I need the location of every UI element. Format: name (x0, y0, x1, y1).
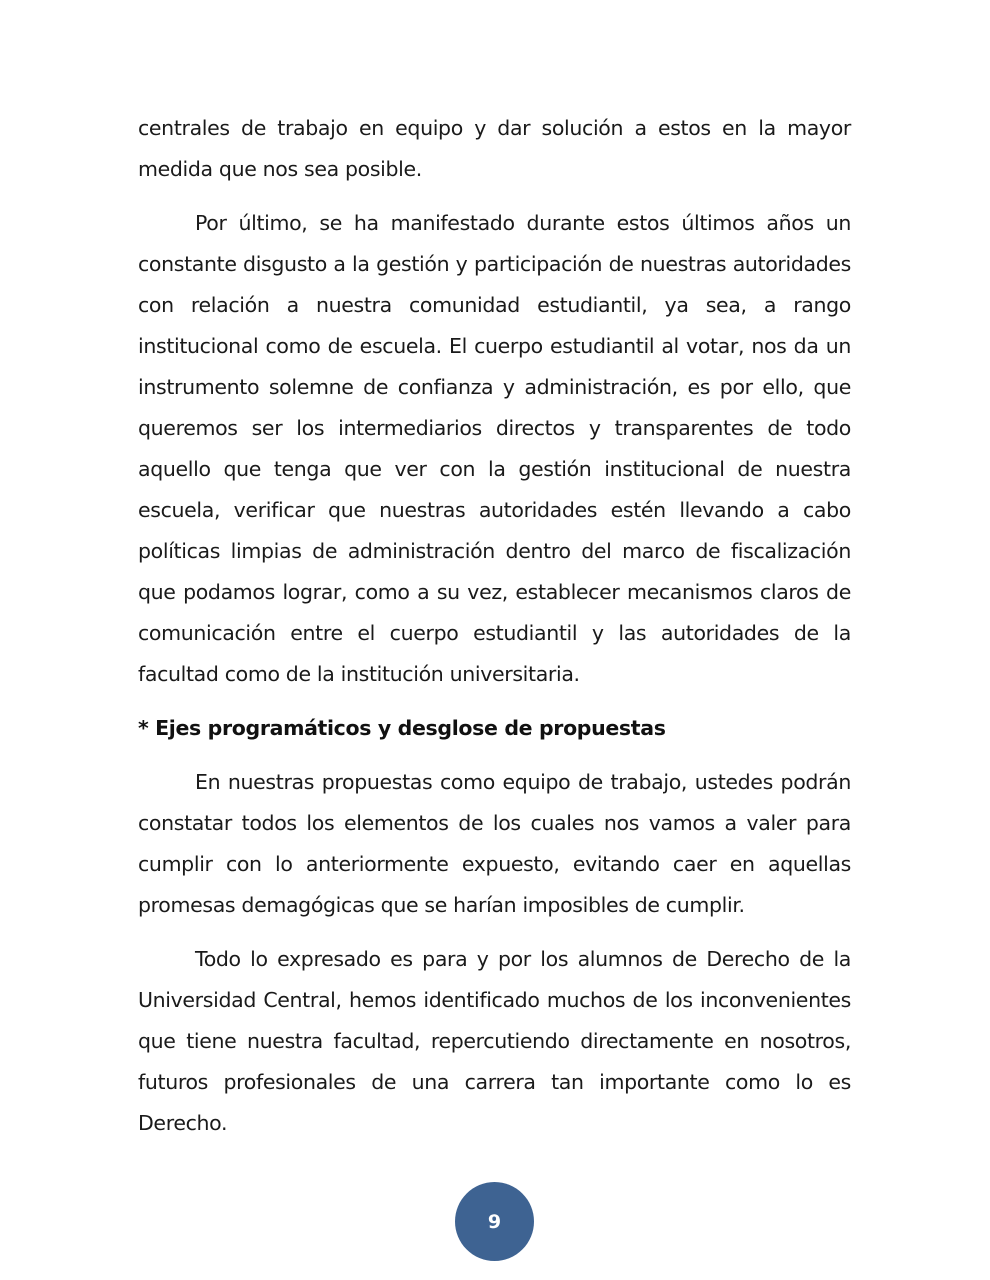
paragraph-proposals: En nuestras propuestas como equipo de trabajo, ustedes podrán constatar todos los elementos de los cuales nos vamos a valer para cumplir con lo anteriormente expuesto, evitando caer en aquellas promesas demagógicas que se harían imposibles de cumplir. (138, 770, 851, 917)
paragraph-continuation: centrales de trabajo en equipo y dar solución a estos en la mayor medida que nos sea posible. (138, 116, 851, 181)
page-number: 9 (487, 1210, 502, 1233)
paragraph-students: Todo lo expresado es para y por los alumnos de Derecho de la Universidad Central, hemos identificado muchos de los inconvenientes que tiene nuestra facultad, repercutiendo directamente en nosotros, futuros profesionales de una carrera tan importante como lo es Derecho. (138, 947, 851, 1135)
paragraph-authorities: Por último, se ha manifestado durante estos últimos años un constante disgusto a la gestión y participación de nuestras autoridades con relación a nuestra comunidad estudiantil, ya sea, a rango institucional como de escuela. El cuerpo estudiantil al votar, nos da un instrumento solemne de confianza y administración, es por ello, que queremos ser los intermediarios directos y transparentes de todo aquello que tenga que ver con la gestión institucional de nuestra escuela, verificar que nuestras autoridades estén llevando a cabo políticas limpias de administración dentro del marco de fiscalización que podamos lograr, como a su vez, establecer mecanismos claros de comunicación entre el cuerpo estudiantil y las autoridades de la facultad como de la institución universitaria. (138, 211, 851, 686)
page-number-badge (455, 1182, 534, 1261)
page-content (138, 108, 851, 1144)
section-heading: * Ejes programáticos y desglose de propuestas (138, 716, 666, 740)
